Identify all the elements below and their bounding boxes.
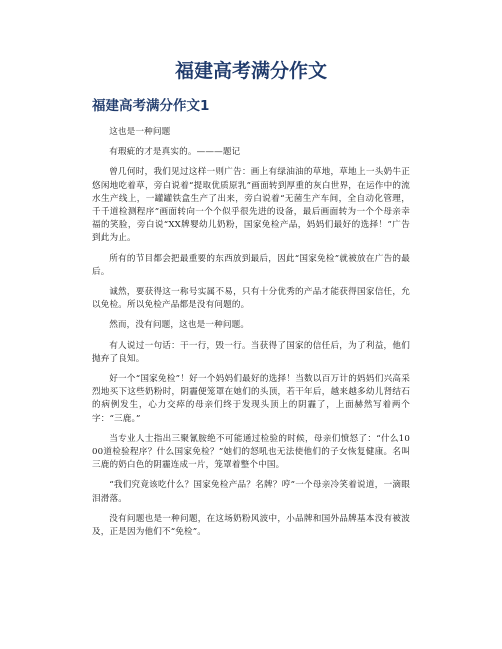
paragraph: 然而，没有问题，这也是一种问题。 [109,320,250,331]
paragraph: 所有的节目都会把最重要的东西放到最后，因此“国家免检”就被放在广告的最后。 [92,253,410,277]
paragraph-epigraph: 有瑕疵的才是真实的。———题记 [109,147,241,158]
paragraph: 曾几何时，我们见过这样一则广告：画上有绿油油的草地，草地上一头奶牛正悠闲地吃着草，旁白说着“提取优质原乳”画面转到厚重的灰白世界，在运作中的流水生产线上，一罐罐铁盒生产了出来，旁白说着“无菌生产车间，全自动化管理，千千道检测程序”画面转向一个个似乎很先进的设备，最后画面转为一个个母亲幸福的笑脸，旁白说“XX牌婴幼儿奶粉，国家免检产品，妈妈们最好的选择！”广告到此为止。 [92,167,410,244]
paragraph: 诚然，要获得这一称号实属不易，只有十分优秀的产品才能获得国家信任，允以免检。所以免检产品都是没有问题的。 [92,287,410,311]
document-title: 福建高考满分作文 [174,60,327,82]
section-title: 福建高考满分作文1 [92,98,210,114]
paragraph-subtitle: 这也是一种问题 [109,127,171,137]
essay-body [92,126,410,546]
paragraph: 当专业人士指出三聚氰胺绝不可能通过检验的时候，母亲们愤怒了：“什么1000道检验程序？什么国家免检？”她们的怒吼也无法使他们的子女恢复健康。名叫三鹿的奶白色的阴霾连成一片，笼罩着整个中国。 [92,433,410,471]
paragraph: 没有问题也是一种问题，在这场奶粉风波中，小品牌和国外品牌基本没有被波及，正是因为他们不“免检”。 [92,513,410,538]
paragraph: “我们究竟该吃什么？国家免检产品？名牌？哼”一个母亲冷笑着说道，一滴眼泪滑落。 [92,480,410,504]
paragraph: 有人说过一句话：干一行，毁一行。当获得了国家的信任后，为了利益，他们抛弃了良知。 [92,340,410,364]
paragraph: 好一个“国家免检”！好一个妈妈们最好的选择！当数以百万计的妈妈们兴高采烈地买下这些奶粉时，阴霾便笼罩在她们的头顶，若干年后，越来越多幼儿肾结石的病例发生，心力交瘁的母亲们终于发现头顶上的阴霾了，上面赫然写着两个字：“三鹿。” [92,374,410,424]
